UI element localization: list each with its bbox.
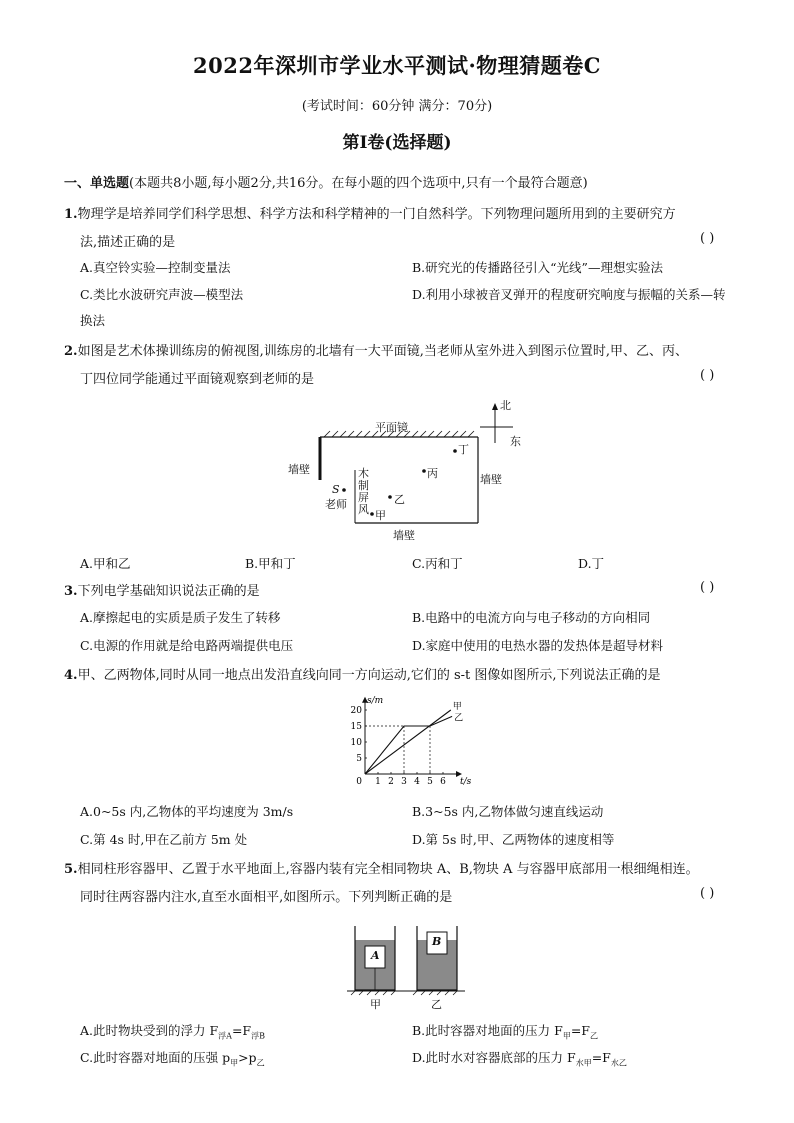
student-ding-label: 丁 [458,443,469,456]
east-label: 东 [510,435,521,448]
st-graph-figure [335,690,472,790]
x-tick-label: 2 [388,777,394,787]
option-c: C.此时容器对地面的压强 $p_甲>p_乙$ [80,1050,265,1068]
screen-char-3: 屏 [358,491,369,504]
x-tick-label: 6 [440,777,446,787]
option-b: B.电路中的电流方向与电子移动的方向相同 [412,610,651,625]
option-d: D.利用小球被音叉弹开的程度研究响度与振幅的关系—转 [412,287,726,302]
y-tick-label: 15 [350,722,362,732]
option-a: A.真空铃实验—控制变量法 [80,260,231,275]
y-tick-label: 20 [350,706,362,716]
answer-paren: ( ) [700,368,715,383]
option-b: B.3~5s 内,乙物体做匀速直线运动 [412,804,604,819]
question-5-line1: 5.相同柱形容器甲、乙置于水平地面上,容器内装有完全相同物块 A、B,物块 A 与容器甲底部用一根细绳相连。 [64,862,699,877]
question-number: 3. [64,584,78,599]
y-axis-label: s/m [367,695,384,706]
question-1-line2: 法,描述正确的是 [80,235,176,250]
option-a: A.甲和乙 [80,556,131,571]
question-number: 5. [64,862,78,877]
question-3-line1: 3.下列电学基础知识说法正确的是 [64,584,260,599]
mirror-label: 平面镜 [375,421,408,434]
north-label: 北 [500,399,511,412]
block-a-label: A [371,949,380,962]
container-jia-label: 甲 [370,998,381,1011]
y-tick-label: 5 [356,754,362,764]
option-b: B.研究光的传播路径引入“光线”—理想实验法 [412,260,663,275]
question-1-line1: 1.物理学是培养同学们科学思想、科学方法和科学精神的一门自然科学。下列物理问题所用到的主要研究方 [64,207,676,222]
containers-svg [345,920,470,1010]
containers-figure [345,920,470,1010]
section-desc: (本题共8小题,每小题2分,共16分。在每小题的四个选项中,只有一个最符合题意) [129,176,588,191]
series-line-jia [365,710,451,774]
x-tick-label: 5 [427,777,433,787]
paper-title: 2022年深圳市学业水平测试·物理猜题卷C [193,53,601,78]
option-a: A.0~5s 内,乙物体的平均速度为 3m/s [80,804,294,819]
container-yi-label: 乙 [431,998,442,1011]
option-c: C.丙和丁 [412,556,463,571]
section-title: 一、单选题 [64,176,130,191]
floor-plan-svg [280,395,530,545]
series-line-yi [365,716,452,774]
wall-south-label: 墙壁 [393,529,415,542]
gym-floor-plan-figure [280,395,530,545]
question-5-line2: 同时往两容器内注水,直至水面相平,如图所示。下列判断正确的是 [80,890,453,905]
series-label-jia: 甲 [452,702,462,712]
wall-west-label: 墙壁 [288,463,310,476]
teacher-label: 老师 [325,498,347,511]
x-tick-label: 4 [414,777,420,787]
question-2-line1: 2.如图是艺术体操训练房的俯视图,训练房的北墙有一大平面镜,当老师从室外进入到图示位置时,甲、乙、丙、 [64,344,688,359]
st-graph-svg [335,690,472,790]
answer-paren: ( ) [700,231,715,246]
option-c: C.第 4s 时,甲在乙前方 5m 处 [80,832,248,847]
option-d: D.第 5s 时,甲、乙两物体的速度相等 [412,832,615,847]
student-bing-label: 丙 [427,467,438,480]
exam-info: (考试时间：60分钟 满分：70分) [301,99,493,114]
y-tick-label: 10 [350,738,362,748]
screen-char-1: 木 [358,467,369,480]
student-jia-label: 甲 [375,509,386,522]
question-number: 1. [64,207,78,222]
question-4-line1: 4.甲、乙两物体,同时从同一地点出发沿直线向同一方向运动,它们的 s-t 图像如图所示,下列说法正确的是 [64,668,661,683]
option-a: A.此时物块受到的浮力 $F_{浮A}=F_{浮B}$ [80,1023,265,1041]
answer-paren: ( ) [700,886,715,901]
teacher-point-label: S [332,483,340,496]
volume-title: 第Ⅰ卷(选择题) [342,133,452,153]
option-d-continued: 换法 [80,313,106,328]
question-number: 2. [64,344,78,359]
series-label-yi: 乙 [454,713,464,724]
origin-label: 0 [356,777,362,787]
wall-east-label: 墙壁 [480,473,502,486]
screen-char-2: 制 [358,479,369,492]
option-b: B.甲和丁 [245,556,296,571]
x-tick-label: 1 [375,777,381,787]
option-c: C.类比水波研究声波—模型法 [80,287,244,302]
x-axis-label: t/s [460,777,472,787]
answer-paren: ( ) [700,580,715,595]
option-a: A.摩擦起电的实质是质子发生了转移 [80,610,281,625]
block-b-label: B [432,935,442,948]
x-tick-label: 3 [401,777,407,787]
question-2-line2: 丁四位同学能通过平面镜观察到老师的是 [80,372,315,387]
option-d: D.此时水对容器底部的压力 $F_{水甲}=F_{水乙}$ [412,1050,627,1068]
option-b: B.此时容器对地面的压力 $F_甲=F_乙$ [412,1023,598,1041]
question-number: 4. [64,668,78,683]
section-heading [64,172,588,191]
option-d: D.丁 [578,556,605,571]
screen-char-4: 风 [358,503,369,516]
option-c: C.电源的作用就是给电路两端提供电压 [80,638,294,653]
student-yi-label: 乙 [394,493,405,506]
option-d: D.家庭中使用的电热水器的发热体是超导材料 [412,638,664,653]
